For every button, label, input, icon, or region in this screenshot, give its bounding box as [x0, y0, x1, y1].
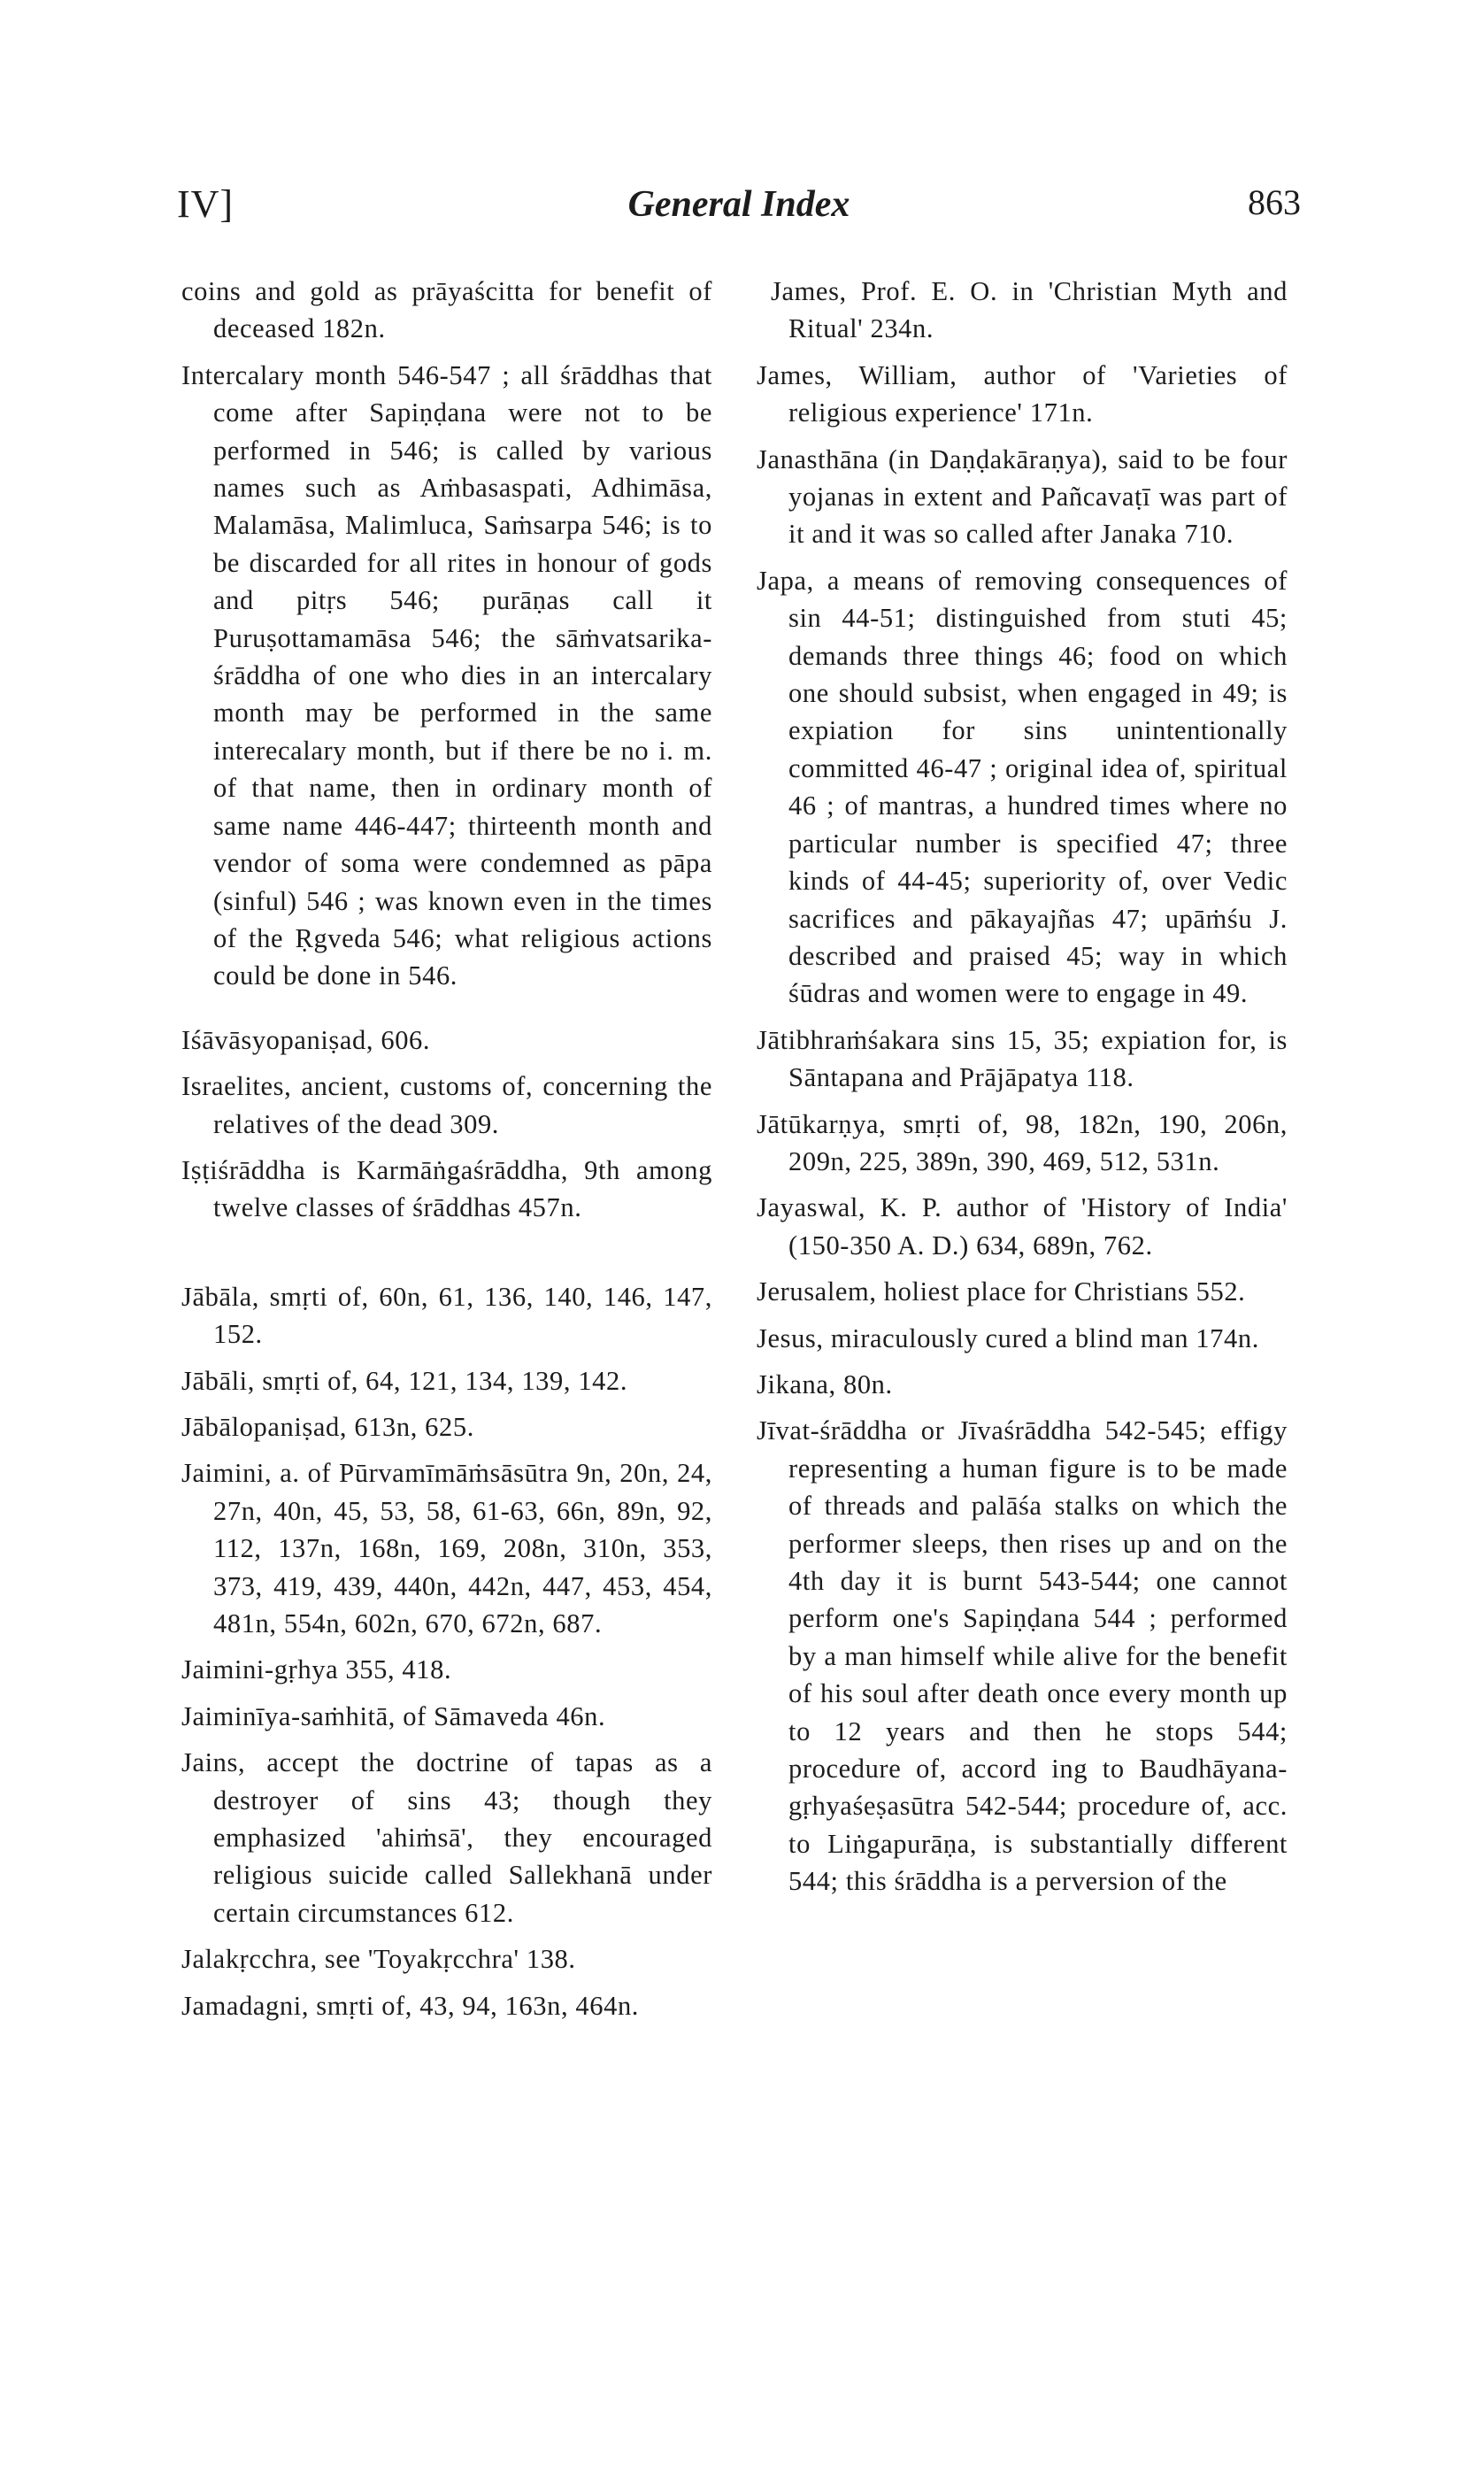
- index-entry-israelites: Israelites, ancient, customs of, concerning the relatives of the dead 309.: [181, 1071, 712, 1139]
- index-entry-james-eo: James, Prof. E. O. in 'Christian Myth and Ritual' 234n.: [771, 276, 1288, 344]
- index-entry-isavasyopanisad: Iśāvāsyopaniṣad, 606.: [181, 1024, 431, 1055]
- index-entry-jabala: Jābāla, smṛti of, 60n, 61, 136, 140, 146, 147, 152.: [181, 1281, 712, 1350]
- index-entry-jatukarnya: Jātūkarṇya, smṛti of, 98, 182n, 190, 206n, 209n, 225, 389n, 390, 469, 512, 531n.: [757, 1108, 1288, 1176]
- index-entry-jaimini: Jaimini, a. of Pūrvamīmāṁsāsūtra 9n, 20n, 24, 27n, 40n, 45, 53, 58, 61-63, 66n, 89n, 92, 112, 137n, 168n, 169, 208n, 310n, 353, 373, 419, 439, 440n, 442n, 447, 453, 454, 481n, 554n, 602n, 670, 672n, 687.: [181, 1458, 712, 1638]
- index-entry-jabali: Jābāli, smṛti of, 64, 121, 134, 139, 142.: [181, 1365, 628, 1396]
- index-entry-jabalopanisad: Jābālopaniṣad, 613n, 625.: [181, 1411, 474, 1442]
- index-entry-intercalary-month: Intercalary month 546-547 ; all śrāddhas that come after Sapiṇḍana were not to be performed in 546; is called by various names such as Aṁbasaspati, Adhimāsa, Malamāsa, Malimluca, Saṁsarpa 546; is to be discarded for all rites in honour of gods and pitṛs 546; purāṇas call it Puruṣottamamāsa 546; the sāṁvatsarika-śrāddha of one who dies in an intercalary month may be performed in the same interecalary month, but if there be no i. m. of that name, then in ordinary month of same name 446-447; thirteenth month and vendor of soma were condemned as pāpa (sinful) 546 ; was known even in the times of the Ṛgveda 546; what religious actions could be done in 546.: [181, 359, 712, 991]
- page-header: [177, 181, 1301, 235]
- index-entry-istisraddha: Iṣṭiśrāddha is Karmāṅgaśrāddha, 9th among twelve classes of śrāddhas 457n.: [181, 1154, 712, 1223]
- index-entry-jerusalem: Jerusalem, holiest place for Christians 552.: [757, 1276, 1246, 1307]
- index-entry-jains: Jains, accept the doctrine of tapas as a destroyer of sins 43; though they emphasized 'ahiṁsā', they encouraged religious suicide called Sallekhanā under certain circumstances 612.: [181, 1747, 712, 1928]
- index-entry-jatibhramsakara: Jātibhraṁśakara sins 15, 35; expiation for, is Sāntapana and Prājāpatya 118.: [757, 1024, 1288, 1093]
- index-entry-jalakrcchra: Jalakṛcchra, see 'Toyakṛcchra' 138.: [181, 1944, 576, 1975]
- index-entry-jesus: Jesus, miraculously cured a blind man 174n.: [757, 1322, 1259, 1353]
- page-number: 863: [1248, 182, 1301, 222]
- index-entry-janasthana: Janasthāna (in Daṇḍakāraṇya), said to be four yojanas in extent and Pañcavaṭī was part of it and it was so called after Janaka 710.: [757, 443, 1288, 550]
- section-marker: IV]: [177, 182, 235, 226]
- running-title: General Index: [627, 184, 850, 225]
- index-entry-jaiminiya-samhita: Jaiminīya-saṁhitā, of Sāmaveda 46n.: [181, 1700, 606, 1731]
- left-column: [181, 273, 712, 2033]
- index-entry-jaimini-grhya: Jaimini-gṛhya 355, 418.: [181, 1654, 452, 1685]
- index-entry-jivat-sraddha: Jīvat-śrāddha or Jīvaśrāddha 542-545; effigy representing a human figure is to be made of threads and palāśa stalks on which the performer sleeps, then rises up and on the 4th day it is burnt 543-544; one cannot perform one's Sapiṇḍana 544 ; performed by a man himself while alive for the benefit of his soul after death once every month up to 12 years and then he stops 544; procedure of, accord ing to Baudhāyana-gṛhyaśeṣasūtra 542-544; procedure of, acc. to Liṅgapurāṇa, is substantially different 544; this śrāddha is a perversion of the: [757, 1415, 1288, 1897]
- index-entry-jayaswal: Jayaswal, K. P. author of 'History of India' (150-350 A. D.) 634, 689n, 762.: [757, 1192, 1288, 1260]
- index-entry-japa: Japa, a means of removing consequences of sin 44-51; distinguished from stuti 45; demands three things 46; food on which one should subsist, when engaged in 49; is expiation for sins unintentionally committed 46-47 ; original idea of, spiritual 46 ; of mantras, a hundred times where no particular number is specified 47; three kinds of 44-45; superiority of, over Vedic sacrifices and pākayajñas 47; upāṁśu J. described and praised 45; way in which śūdras and women were to engage in 49.: [757, 565, 1288, 1009]
- index-entry-coins: coins and gold as prāyaścitta for benefit of deceased 182n.: [181, 276, 712, 344]
- index-entry-james-william: James, William, author of 'Varieties of religious experience' 171n.: [757, 359, 1288, 428]
- index-entry-jikana: Jikana, 80n.: [757, 1368, 893, 1399]
- right-column: [757, 273, 1288, 1909]
- index-entry-jamadagni: Jamadagni, smṛti of, 43, 94, 163n, 464n.: [181, 1990, 640, 2021]
